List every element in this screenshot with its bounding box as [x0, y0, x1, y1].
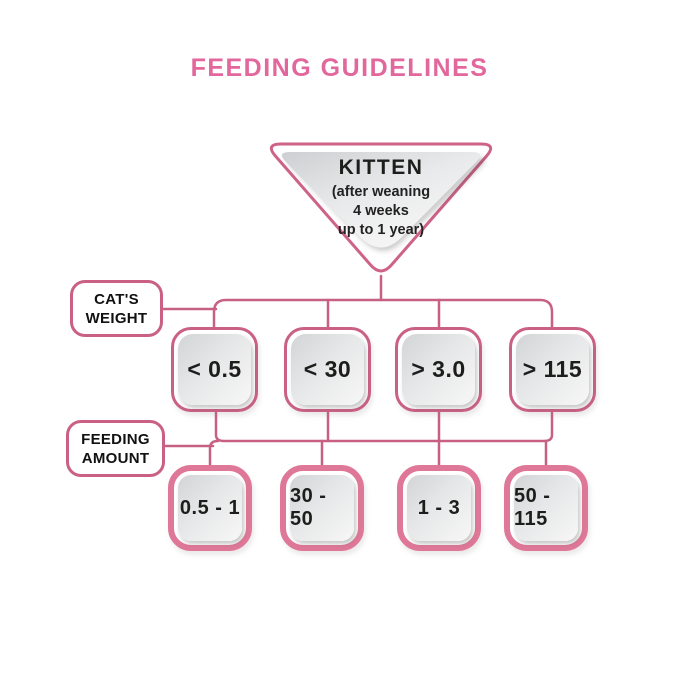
root-node-subtitle-line-2: 4 weeks: [353, 203, 409, 219]
row-label-cats-weight: [70, 280, 163, 337]
weight-node-3: [395, 327, 482, 412]
root-node-text: [286, 156, 476, 240]
connector-amount-bus: [216, 412, 552, 441]
root-node-title: KITTEN: [338, 156, 424, 179]
row-label-cats-weight-line-2: WEIGHT: [85, 309, 148, 327]
weight-node-4-value: > 115: [516, 334, 589, 405]
page-title: FEEDING GUIDELINES: [190, 54, 489, 82]
weight-node-2-value: < 30: [291, 334, 364, 405]
weight-node-2: [284, 327, 371, 412]
connectors-weight-to-amount: [163, 412, 552, 466]
row-label-cats-weight-line-1: CAT'S: [94, 290, 139, 308]
connectors-root-to-weight: [162, 276, 552, 327]
row-label-feeding-amount-line-2: AMOUNT: [81, 449, 150, 467]
amount-node-4-value: 50 - 115: [514, 475, 578, 541]
weight-node-1-value: < 0.5: [178, 334, 251, 405]
weight-node-3-value: > 3.0: [402, 334, 475, 405]
row-label-feeding-amount-line-1: FEEDING: [81, 430, 150, 448]
amount-node-2-value: 30 - 50: [290, 475, 354, 541]
amount-node-3: [397, 465, 481, 551]
amount-node-1-value: 0.5 - 1: [178, 475, 242, 541]
amount-node-4: [504, 465, 588, 551]
amount-node-1: [168, 465, 252, 551]
amount-node-2: [280, 465, 364, 551]
row-label-feeding-amount: [66, 420, 165, 477]
weight-node-4: [509, 327, 596, 412]
amount-node-3-value: 1 - 3: [407, 475, 471, 541]
root-node-subtitle-line-3: up to 1 year): [337, 222, 425, 238]
connector-weight-bus: [214, 300, 552, 327]
weight-node-1: [171, 327, 258, 412]
root-node-subtitle-line-1: (after weaning: [331, 184, 431, 200]
